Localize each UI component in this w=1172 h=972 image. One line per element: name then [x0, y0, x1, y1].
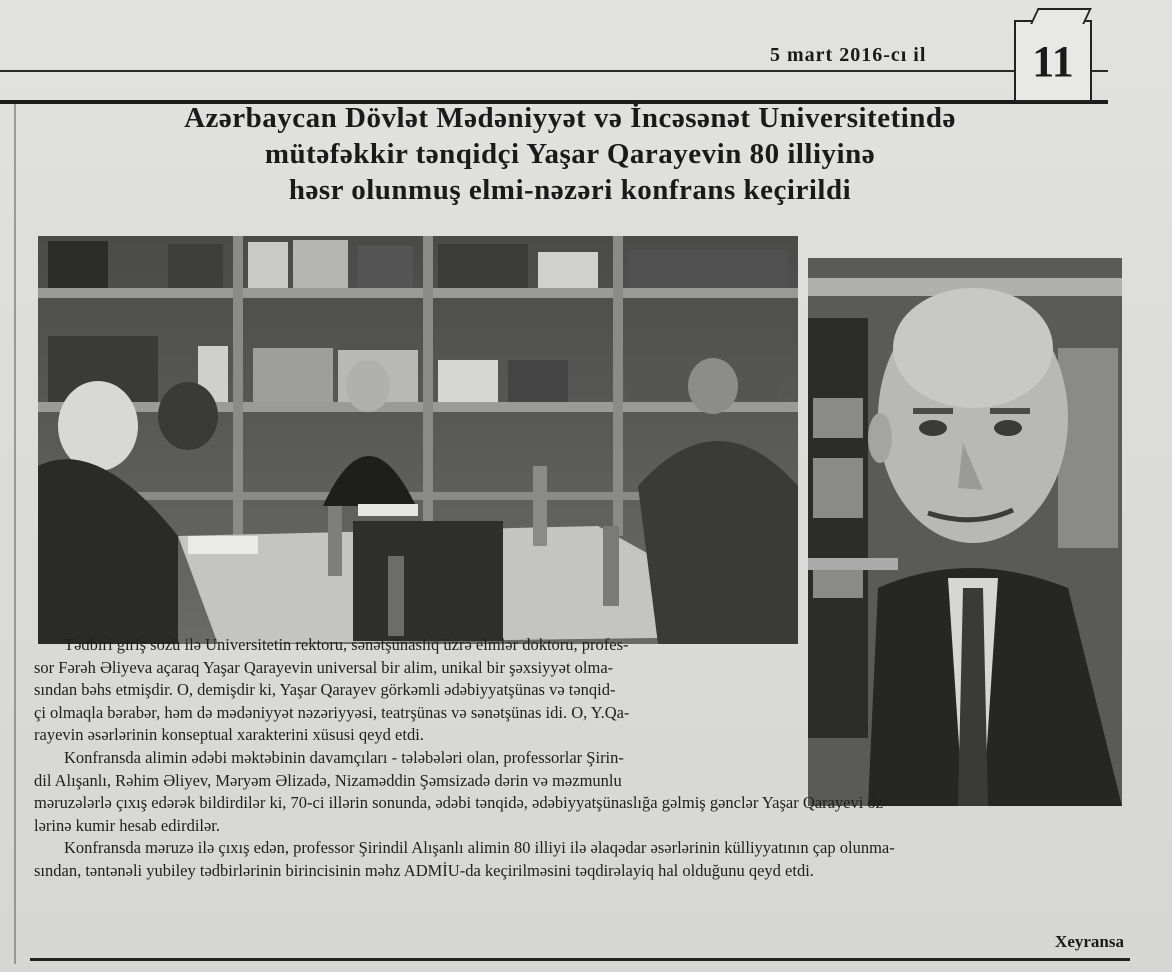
page-number: 11 [1032, 37, 1074, 86]
article-headline [20, 100, 1120, 208]
text-line: sor Fərəh Əliyeva açaraq Yaşar Qarayevin universal bir alim, unikal bir şəxsiyyət olma- [34, 657, 614, 677]
text-line: Konfransda məruzə ilə çıxış edən, professor Şirindil Alışanlı alimin 80 illiyi ilə əlaqədar əsərlərinin külliyyatının çap olunma- [64, 838, 895, 858]
conference-photo [38, 236, 798, 644]
text-line: məruzələrlə çıxış edərək bildirdilər ki, 70-ci illərin sonunda, ədəbi tənqidə, ədəbiyyatşünaslığa gəlmiş gənclər Yaşar Qarayevi öz- [34, 793, 889, 812]
page-number-book-icon [1014, 20, 1092, 102]
footer-rule [30, 958, 1130, 961]
conference-scene-image [38, 236, 798, 644]
text-line: dil Alışanlı, Rəhim Əliyev, Məryəm Əlizadə, Nizaməddin Şəmsizadə dərin və məzmunlu [34, 770, 622, 790]
header-rule [0, 70, 1108, 72]
paragraph-2 [34, 747, 802, 770]
text-line: lərinə kumir hesab edirdilər. [34, 815, 221, 835]
headline-line: Azərbaycan Dövlət Mədəniyyət və İncəsənət Universitetində [184, 102, 956, 134]
article-body-narrow [34, 634, 802, 792]
text-line: çi olmaqla bərabər, həm də mədəniyyət nəzəriyyəsi, teatrşünas və sənətşünas idi. O, Y.Qa- [34, 702, 630, 722]
portrait-image [808, 258, 1122, 806]
portrait-photo [808, 258, 1122, 806]
text-line: sından, təntənəli yubiley tədbirlərinin birincisinin məhz ADMİU-da keçirilməsini təqdirəlayiq hal olduğunu qeyd etdi. [34, 860, 814, 880]
issue-date: 5 mart 2016-cı il [770, 44, 927, 66]
article-author: Xeyransa [1055, 932, 1124, 951]
text-line: Tədbiri giriş sözü ilə Universitetin rektoru, sənətşünaslıq üzrə elmlər doktoru, profes- [64, 635, 629, 654]
page-edge [14, 104, 16, 964]
paragraph-1 [34, 634, 802, 657]
paragraph-3 [34, 837, 1124, 860]
article-body-wide [34, 792, 1124, 882]
text-line: sından bəhs etmişdir. O, demişdir ki, Yaşar Qarayev görkəmli ədəbiyyatşünas və tənqid- [34, 680, 616, 700]
text-line: rayevin əsərlərinin konseptual xarakterini xüsusi qeyd etdi. [34, 725, 424, 745]
headline-line: həsr olunmuş elmi-nəzəri konfrans keçirildi [288, 174, 852, 206]
headline-line: mütəfəkkir tənqidçi Yaşar Qarayevin 80 illiyinə [264, 138, 876, 170]
text-line: Konfransda alimin ədəbi məktəbinin davamçıları - tələbələri olan, professorlar Şirin- [64, 747, 624, 767]
